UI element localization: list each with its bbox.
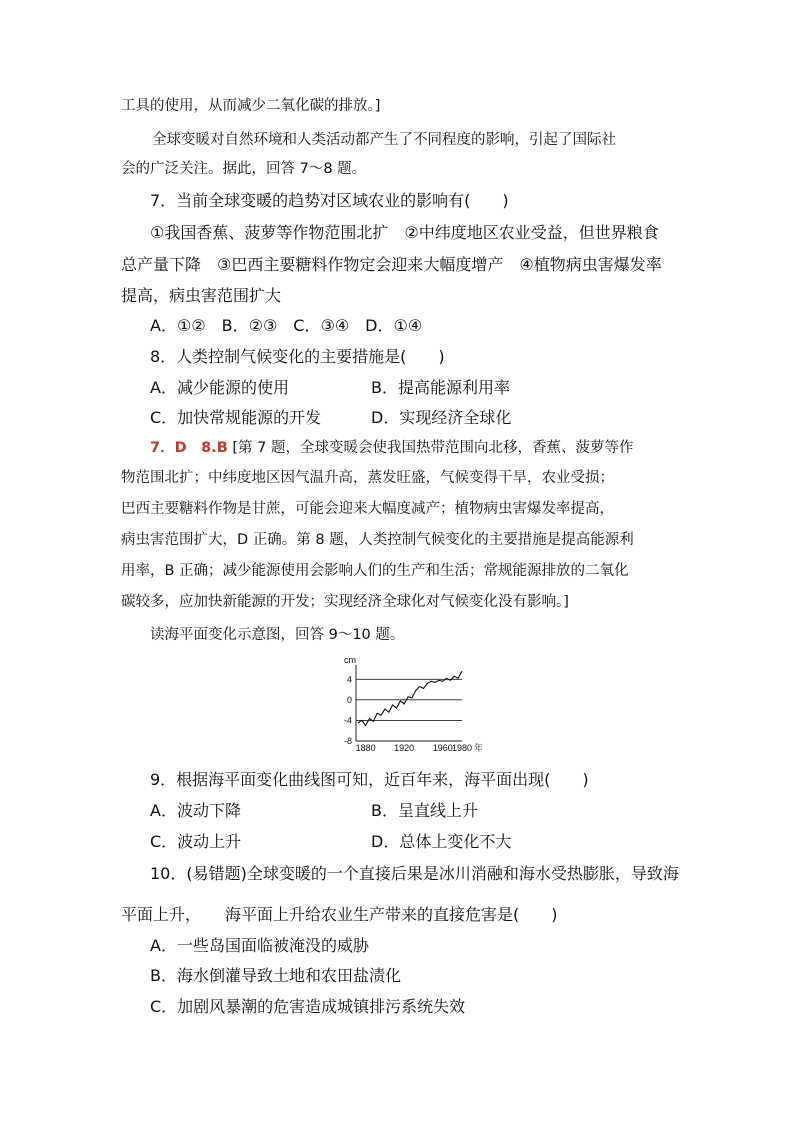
answer-7-8-text-1: [第 7 题，全球变暖会使我国热带范围向北移，香蕉、菠萝等作 [232,440,634,456]
y-tick-label: -8 [343,736,352,746]
question-8-option-d: D．实现经济全球化 [371,408,512,427]
question-9-option-b: B．呈直线上升 [371,801,478,820]
answer-key: 7．D 8.B [150,440,228,456]
question-10-option-a: A．一些岛国面临被淹没的威胁 [150,936,369,955]
question-10-line-1: 10．(易错题)全球变暖的一个直接后果是冰川消融和海水受热膨胀，导致海 [150,864,679,883]
question-7-line-3: 提高，病虫害范围扩大 [121,286,282,305]
question-10-line-2: 平面上升， 海平面上升给农业生产带来的直接危害是( ) [121,905,558,924]
chart-intro: 读海平面变化示意图，回答 9～10 题。 [150,627,405,643]
y-tick-label: 0 [346,694,352,705]
answer-7-8-line-3: 巴西主要糖料作物是甘蔗，可能会迎来大幅度减产；植物病虫害爆发率提高， [121,501,614,517]
question-8-option-b: B．提高能源利用率 [371,378,510,397]
answer-7-8-line-2: 物范围北扩；中纬度地区因气温升高，蒸发旺盛，气候变得干旱，农业受损； [121,470,614,486]
question-10-option-b: B．海水倒灌导致土地和农田盐渍化 [150,966,401,985]
question-9-option-d: D．总体上变化不大 [371,832,512,851]
question-7-line-2: 总产量下降 ③巴西主要糖料作物定会迎来大幅度增产 ④植物病虫害爆发率 [121,255,662,274]
question-7-stem: 7．当前全球变暖的趋势对区域农业的影响有( ) [150,191,509,210]
passage-line-1: 全球变暖对自然环境和人类活动都产生了不同程度的影响，引起了国际社 [152,132,616,148]
question-9-option-a: A．波动下降 [150,801,241,820]
x-tick-label: 1960 [432,743,453,753]
y-tick-label: -4 [343,715,352,726]
question-8-option-c: C．加快常规能源的开发 [150,408,322,427]
answer-7-8-line-4: 病虫害范围扩大，D 正确。第 8 题，人类控制气候变化的主要措施是提高能源利 [121,532,634,548]
question-10-option-c: C．加剧风暴潮的危害造成城镇排污系统失效 [150,997,466,1016]
x-tick-label: 1920 [394,743,415,753]
y-axis-label: cm [344,655,356,665]
answer-continuation: 工具的使用，从而减少二氧化碳的排放。] [121,98,381,114]
question-9-stem: 9．根据海平面变化曲线图可知，近百年来，海平面出现( ) [150,770,589,789]
question-8-stem: 8．人类控制气候变化的主要措施是( ) [150,347,445,366]
answer-7-8-line-1 [150,438,634,458]
x-tick-label: 1980 [451,743,473,753]
question-7-options: A．①② B．②③ C．③④ D．①④ [150,316,423,335]
x-tick-label: 1880 [355,743,376,753]
answer-7-8-line-5: 用率，B 正确；减少能源使用会影响人们的生产和生活；常规能源排放的二氧化 [121,563,629,579]
answer-7-8-line-6: 碳较多，应加快新能源的开发；实现经济全球化对气候变化没有影响。] [121,594,569,610]
question-8-option-a: A．减少能源的使用 [150,378,289,397]
question-9-option-c: C．波动上升 [150,832,242,851]
y-tick-label: 4 [346,674,352,685]
sea-level-chart [332,655,492,755]
x-axis-label: 年 [474,743,484,753]
passage-line-2: 会的广泛关注。据此，回答 7～8 题。 [121,161,367,177]
question-7-line-1: ①我国香蕉、菠萝等作物范围北扩 ②中纬度地区农业受益，但世界粮食 [150,223,659,242]
